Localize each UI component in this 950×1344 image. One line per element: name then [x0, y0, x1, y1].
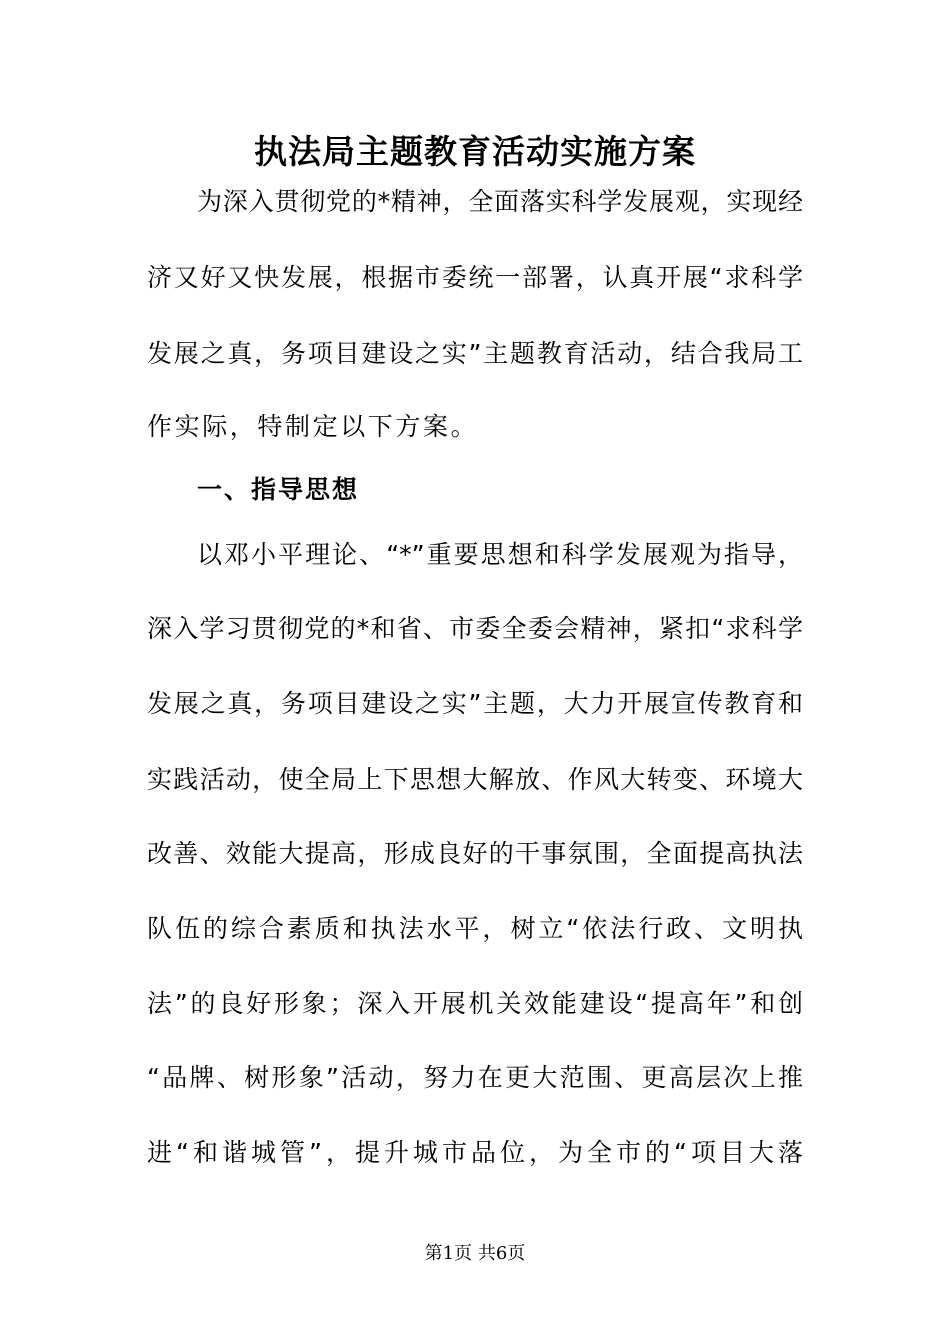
intro-line: 济又好又快发展，根据市委统一部署，认真开展“求科学: [147, 263, 803, 292]
body-line: 以邓小平理论、“*”重要思想和科学发展观为指导，: [197, 540, 803, 569]
body-line: 发展之真，务项目建设之实”主题，大力开展宣传教育和: [147, 689, 803, 718]
body-line: 实践活动，使全局上下思想大解放、作风大转变、环境大: [147, 765, 803, 794]
section-heading: 一、指导思想: [197, 475, 360, 504]
body-line: “品牌、树形象”活动，努力在更大范围、更高层次上推: [147, 1063, 803, 1092]
document-title: 执法局主题教育活动实施方案: [254, 132, 696, 171]
body-line: 法”的良好形象；深入开展机关效能建设“提高年”和创: [147, 989, 803, 1018]
body-line: 队伍的综合素质和执法水平，树立“依法行政、文明执: [147, 914, 803, 943]
body-line: 改善、效能大提高，形成良好的干事氛围，全面提高执法: [147, 839, 803, 868]
intro-line: 发展之真，务项目建设之实”主题教育活动，结合我局工: [147, 339, 803, 368]
intro-line: 作实际，特制定以下方案。: [147, 412, 479, 441]
page-footer: 第1页 共6页: [424, 1243, 526, 1264]
intro-line: 为深入贯彻党的*精神，全面落实科学发展观，实现经: [197, 187, 803, 216]
body-line: 深入学习贯彻党的*和省、市委全委会精神，紧扣“求科学: [147, 614, 803, 643]
body-line: 进“和谐城管”，提升城市品位，为全市的“项目大落: [147, 1138, 803, 1167]
